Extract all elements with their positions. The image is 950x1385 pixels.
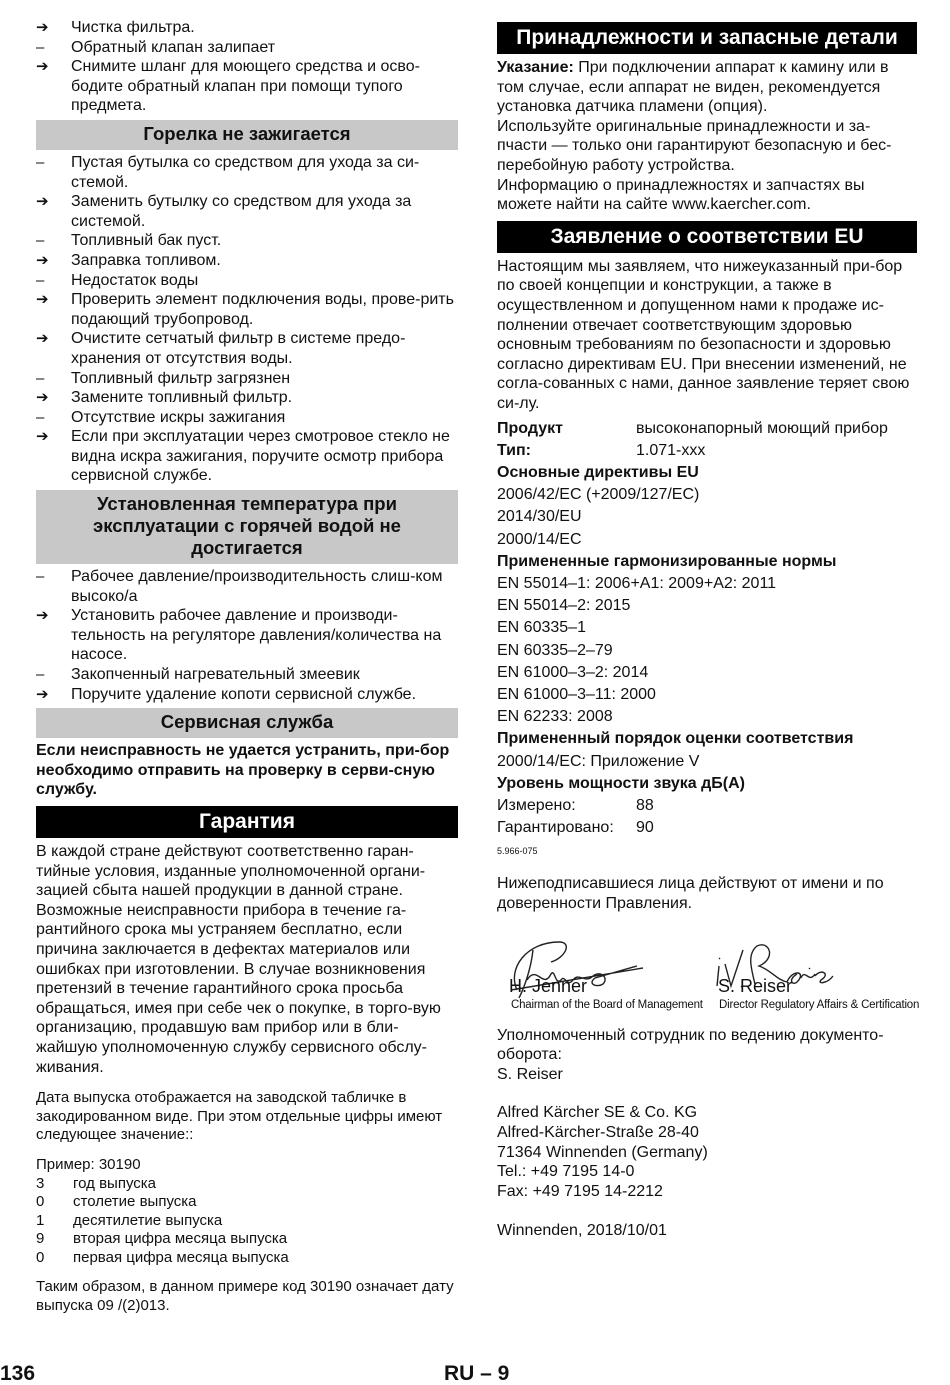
norm-item: EN 62233: 2008 xyxy=(497,708,613,726)
list-item: – Отсутствие искры зажигания xyxy=(36,408,286,426)
service-heading: Сервисная служба xyxy=(36,708,458,738)
directive-item: 2000/14/EC xyxy=(497,530,582,548)
list-item: – Топливный бак пуст. xyxy=(36,232,222,250)
signatory-1-name: H. Jenner xyxy=(509,975,588,996)
list-item: – Пустая бутылка со средством для ухода за си-стемой. xyxy=(36,153,420,191)
norm-item: EN 60335–2–79 xyxy=(497,641,613,659)
handwritten-signatures xyxy=(497,928,917,1008)
burner-items xyxy=(36,153,458,486)
type-row: Тип: 1.071-xxx xyxy=(497,441,706,459)
list-item: ➔ Замените топливный фильтр. xyxy=(36,389,293,407)
authorized-text: Уполномоченный сотрудник по ведению документо-оборота: xyxy=(497,1026,884,1064)
signatories-text: Нижеподписавшиеся лица действуют от имени и по доверенности Правления. xyxy=(497,875,884,912)
company-address xyxy=(497,1103,917,1201)
list-marker: – xyxy=(36,38,45,56)
date-text: Дата выпуска отображается на заводской табличке в закодированном виде. При этом отдельные цифры имеют следующее значение:: xyxy=(36,1089,443,1144)
directives-heading: Основные директивы EU xyxy=(497,463,699,481)
list-marker: ➔ xyxy=(36,19,49,36)
date-conclusion: Таким образом, в данном примере код 30190 означает дату выпуска 09 /(2)013. xyxy=(36,1278,454,1315)
accessories-note: Указание: При подключении аппарат к камину или в том случае, если аппарат не виден, рекомендуется установка датчика пламени (опция). xyxy=(497,59,889,116)
procedure-heading: Примененный порядок оценки соответствия xyxy=(497,730,854,748)
signatory-2-name: S. Reiser xyxy=(718,975,793,996)
list-item: – Рабочее давление/производительность слиш-ком высоко/а xyxy=(36,568,443,605)
norm-item: EN 61000–3–11: 2000 xyxy=(497,685,656,703)
list-marker: – xyxy=(36,666,45,684)
sound-heading: Уровень мощности звука дБ(A) xyxy=(497,774,746,792)
list-marker: ➔ xyxy=(36,291,49,309)
note-label: Указание: xyxy=(497,59,574,76)
guaranteed-row: Гарантировано: 90 xyxy=(497,819,654,837)
list-item: ➔ Заправка топливом. xyxy=(36,251,221,269)
service-text: Если неисправность не удается устранить, при-бор необходимо отправить на проверку в серви-сную службу. xyxy=(36,742,450,799)
accessories-text: Используйте оригинальные принадлежности и за-пчасти — только они гарантируют безопасную и бес-перебойную работу устройства. xyxy=(497,117,892,174)
norm-item: EN 60335–1 xyxy=(497,619,586,637)
list-marker: ➔ xyxy=(36,607,49,625)
list-item: ➔ Очистите сетчатый фильтр в системе предо-хранения от отсутствия воды. xyxy=(36,330,406,367)
list-marker: – xyxy=(36,408,45,426)
list-marker: ➔ xyxy=(36,389,49,407)
signatory-1-title: Chairman of the Board of Management xyxy=(511,998,703,1011)
list-marker: ➔ xyxy=(36,193,49,211)
right-column xyxy=(497,18,920,1241)
norm-item: EN 61000–3–2: 2014 xyxy=(497,663,649,681)
measured-row: Измерено: 88 xyxy=(497,796,654,814)
burner-heading: Горелка не зажигается xyxy=(36,120,458,150)
declaration-text: Настоящим мы заявляем, что нижеуказанный при-бор по своей концепции и конструкции, а также в осуществленном и допущенном нами к продаже ис-полнении отвечает соответствующим здоровью основным требованиям по безопасности и здоровью согласно директивам EU. При внесении изменений, не согла-сованных с нами, данное заявление теряет свою си-лу. xyxy=(497,257,910,412)
norms-heading: Примененные гармонизированные нормы xyxy=(497,552,837,570)
list-item: ➔ Заменить бутылку со средством для ухода за системой. xyxy=(36,193,412,230)
page-code: RU – 9 xyxy=(444,1362,510,1385)
list-item: – Закопченный нагревательный змеевик xyxy=(36,666,360,684)
list-marker: ➔ xyxy=(36,58,49,76)
list-marker: – xyxy=(36,369,45,387)
list-item: ➔ Снимите шланг для моющего средства и осво-бодите обратный клапан при помощи тупого предмета. xyxy=(36,58,420,115)
list-marker: ➔ xyxy=(36,330,49,348)
list-item: ➔ Установить рабочее давление и производи-тельность на регуляторе давления/количества на насосе. xyxy=(36,607,442,664)
example-row: 0 столетие выпуска xyxy=(36,1193,197,1211)
top-items xyxy=(36,18,458,116)
example-row: 1 десятилетие выпуска xyxy=(36,1211,223,1229)
declaration-specs xyxy=(497,418,917,840)
address-line: Fax: +49 7195 14-2212 xyxy=(497,1182,663,1200)
address-line: Tel.: +49 7195 14-0 xyxy=(497,1163,635,1181)
accessories-heading: Принадлежности и запасные детали xyxy=(497,22,917,54)
product-row: Продукт высоконапорный моющий прибор xyxy=(497,419,888,437)
temperature-items xyxy=(36,567,458,704)
document-code: 5.966-075 xyxy=(497,846,538,857)
list-marker: ➔ xyxy=(36,251,49,269)
list-item: – Недостаток воды xyxy=(36,271,199,289)
example-row: 3 год выпуска xyxy=(36,1174,157,1192)
list-marker: ➔ xyxy=(36,685,49,703)
list-item: ➔ Чистка фильтра. xyxy=(36,19,195,36)
list-marker: – xyxy=(36,232,45,250)
list-item: ➔ Проверить элемент подключения воды, прове-рить подающий трубопровод. xyxy=(36,291,454,328)
list-marker: – xyxy=(36,153,45,171)
address-line: Alfred-Kärcher-Straße 28-40 xyxy=(497,1123,699,1141)
list-item: ➔ Поручите удаление копоти сервисной службе. xyxy=(36,685,417,703)
declaration-heading: Заявление о соответствии EU xyxy=(497,221,917,253)
procedure-item: 2000/14/EC: Приложение V xyxy=(497,752,700,770)
norm-item: EN 55014–1: 2006+A1: 2009+A2: 2011 xyxy=(497,574,777,592)
place-date: Winnenden, 2018/10/01 xyxy=(497,1222,667,1240)
list-item: ➔ Если при эксплуатации через смотровое стекло не видна искра зажигания, поручите осмотр прибора сервисной службе. xyxy=(36,428,450,485)
norm-item: EN 55014–2: 2015 xyxy=(497,597,631,615)
example-block xyxy=(36,1156,458,1268)
authorized-name: S. Reiser xyxy=(497,1065,563,1083)
signatures xyxy=(497,928,920,1038)
list-item: – Обратный клапан залипает xyxy=(36,38,276,56)
left-column xyxy=(36,18,458,1316)
signatory-2-title: Director Regulatory Affairs & Certification xyxy=(719,998,920,1011)
list-item: – Топливный фильтр загрязнен xyxy=(36,369,291,387)
example-row: 0 первая цифра месяца выпуска xyxy=(36,1248,289,1266)
example-row: 9 вторая цифра месяца выпуска xyxy=(36,1230,288,1248)
directive-item: 2006/42/EC (+2009/127/EC) xyxy=(497,486,700,504)
list-marker: – xyxy=(36,568,45,586)
example-label: Пример: 30190 xyxy=(36,1155,141,1173)
address-line: 71364 Winnenden (Germany) xyxy=(497,1143,708,1161)
page-number: 136 xyxy=(0,1362,36,1385)
accessories-website-text: Информацию о принадлежностях и запчастях вы можете найти на сайте www.kaercher.com. xyxy=(497,176,865,214)
directive-item: 2014/30/EU xyxy=(497,508,582,526)
address-line: Alfred Kärcher SE & Co. KG xyxy=(497,1104,698,1122)
warranty-text: В каждой стране действуют соответственно гаран-тийные условия, изданные уполномоченной органи-зацией сбыта нашей продукции в данной стране. Возможные неисправности прибора в течение га-рантийного срока мы устраняем бесплатно, если причина заключается в дефектах материалов или ошибках при изготовлении. В случае возникновения претензий в течение гарантийного срока просьба обращаться, имея при себе чек о покупке, в торго-вую организацию, продавшую вам прибор или в бли-жайшую уполномоченную службу сервисного обслу-живания. xyxy=(36,843,441,1076)
warranty-heading: Гарантия xyxy=(36,806,458,838)
temperature-heading: Установленная температура при эксплуатации с горячей водой не достигается xyxy=(36,490,458,564)
list-marker: ➔ xyxy=(36,428,49,446)
list-marker: – xyxy=(36,271,45,289)
